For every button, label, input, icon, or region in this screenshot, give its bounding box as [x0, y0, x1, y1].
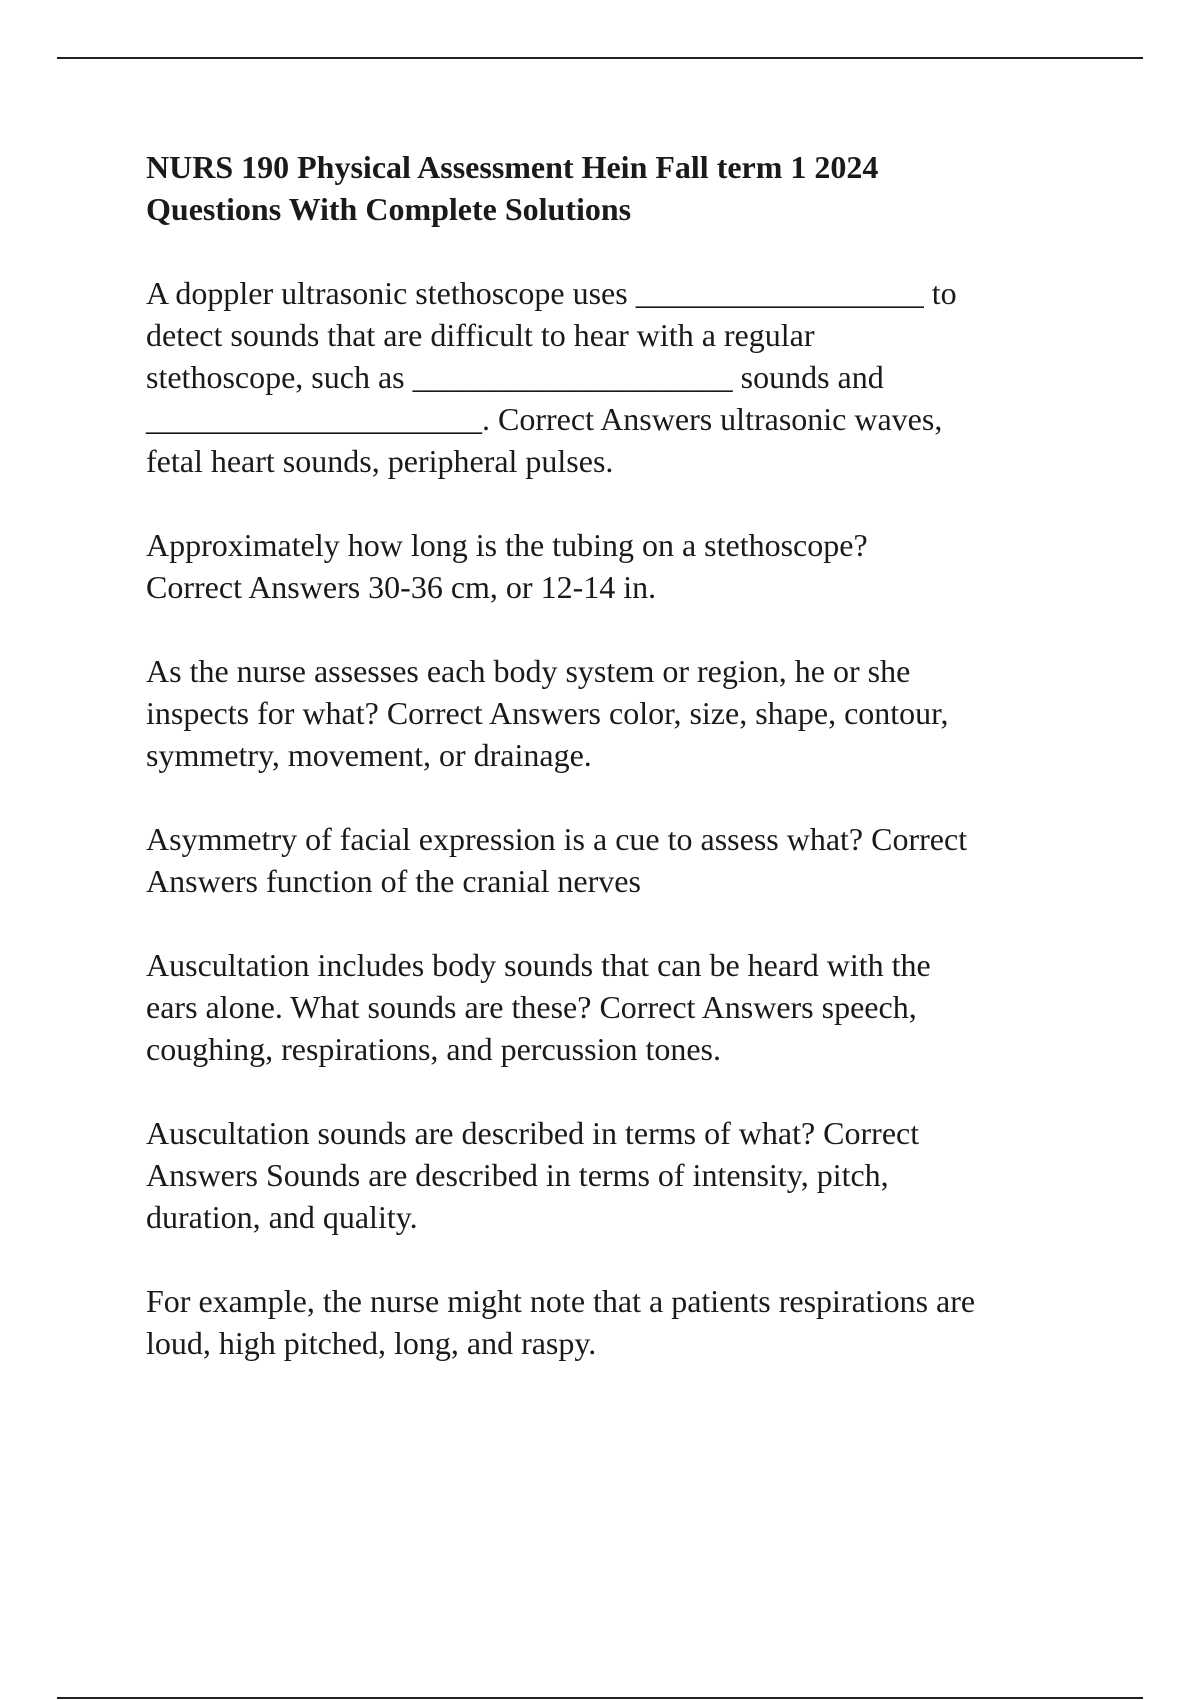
footer-rule	[57, 1697, 1143, 1699]
text-line: symmetry, movement, or drainage.	[146, 737, 592, 773]
text-line: stethoscope, such as ____________________ sounds and	[146, 359, 884, 395]
text-line: Approximately how long is the tubing on a stethoscope?	[146, 527, 868, 563]
text-line: duration, and quality.	[146, 1199, 418, 1235]
text-line: inspects for what? Correct Answers color, size, shape, contour,	[146, 695, 949, 731]
text-line: ears alone. What sounds are these? Correct Answers speech,	[146, 989, 917, 1025]
text-line: fetal heart sounds, peripheral pulses.	[146, 443, 614, 479]
text-line: A doppler ultrasonic stethoscope uses __________________ to	[146, 275, 957, 311]
text-line: _____________________. Correct Answers ultrasonic waves,	[146, 401, 943, 437]
header-rule	[57, 57, 1143, 59]
text-line: Auscultation sounds are described in terms of what? Correct	[146, 1115, 920, 1151]
text-line: Correct Answers 30-36 cm, or 12-14 in.	[146, 569, 657, 605]
text-line: As the nurse assesses each body system or region, he or she	[146, 653, 911, 689]
qa-paragraph	[146, 818, 1096, 902]
text-line: coughing, respirations, and percussion tones.	[146, 1031, 721, 1067]
text-line: detect sounds that are difficult to hear with a regular	[146, 317, 815, 353]
text-line: Answers function of the cranial nerves	[146, 863, 641, 899]
text-line: Auscultation includes body sounds that can be heard with the	[146, 947, 931, 983]
title-line: NURS 190 Physical Assessment Hein Fall term 1 2024	[146, 149, 879, 185]
qa-paragraph	[146, 1280, 1096, 1364]
text-line: Asymmetry of facial expression is a cue to assess what? Correct	[146, 821, 968, 857]
document-body	[146, 146, 1096, 1406]
qa-paragraph	[146, 944, 1096, 1070]
text-line: For example, the nurse might note that a patients respirations are	[146, 1283, 976, 1319]
qa-paragraph	[146, 650, 1096, 776]
qa-paragraph	[146, 1112, 1096, 1238]
text-line: loud, high pitched, long, and raspy.	[146, 1325, 597, 1361]
text-line: Answers Sounds are described in terms of intensity, pitch,	[146, 1157, 889, 1193]
qa-paragraph	[146, 272, 1096, 482]
qa-paragraph	[146, 524, 1096, 608]
document-title	[146, 146, 1096, 230]
title-line: Questions With Complete Solutions	[146, 191, 632, 227]
